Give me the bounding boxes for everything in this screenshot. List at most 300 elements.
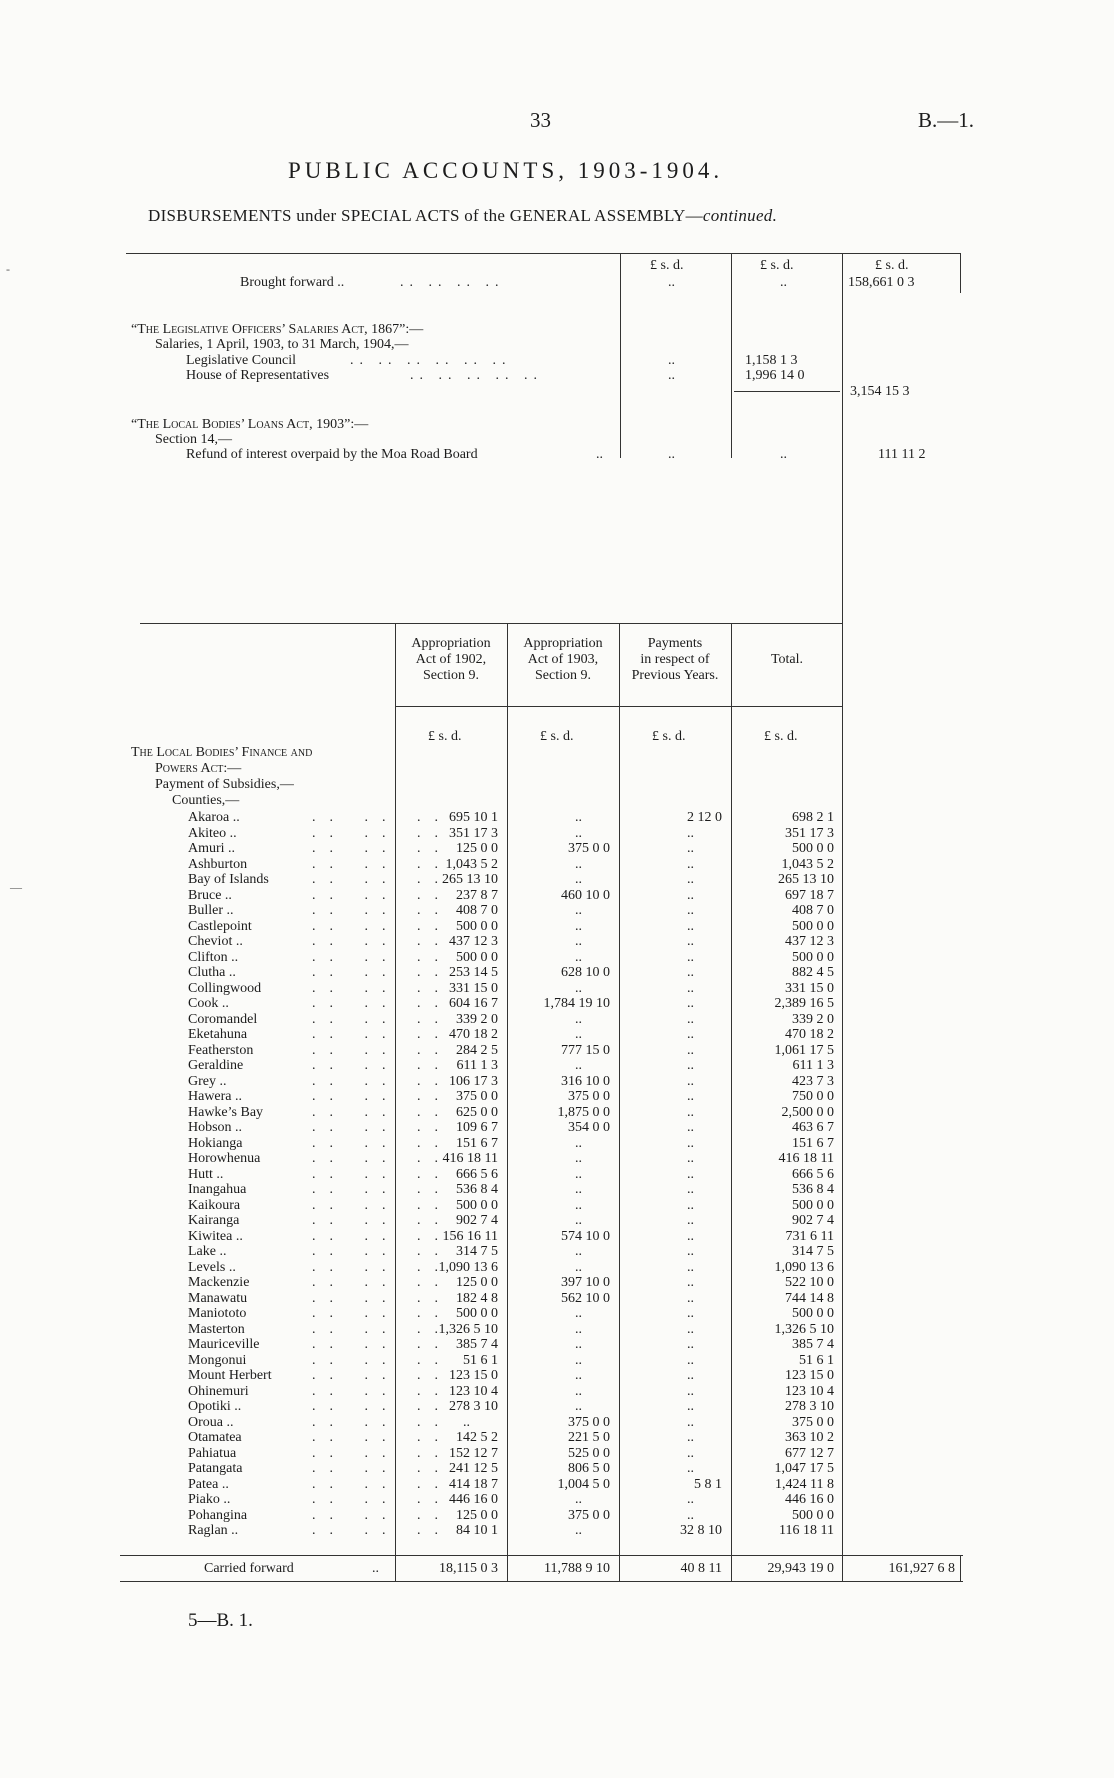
table-cell-c3: ..	[687, 1213, 694, 1228]
col-header-1903-line3: Section 9.	[535, 668, 591, 683]
page-title: PUBLIC ACCOUNTS, 1903-1904.	[288, 158, 724, 183]
table-cell-c2: 777 15 0	[561, 1042, 610, 1058]
table-cell-c3: ..	[687, 1321, 694, 1337]
table-cell-total: 51 6 1	[799, 1352, 834, 1368]
table-cell-c2: 806 5 0	[568, 1461, 610, 1476]
table-cell-total: 351 17 3	[785, 825, 834, 841]
col-header-1903	[508, 636, 618, 684]
counties-label: Counties,—	[172, 793, 240, 808]
table-cell-c1: 500 0 0	[456, 918, 498, 934]
subtitle-text: DISBURSEMENTS under SPECIAL ACTS of the GENERAL ASSEMBLY—	[148, 206, 703, 225]
row-leaders: .. .. ..	[312, 1058, 452, 1073]
table-cell-total: 151 6 7	[792, 1135, 834, 1151]
col-header-previous	[620, 636, 730, 684]
row-leaders: .. .. ..	[312, 1290, 452, 1306]
col-header-1903-line1: Appropriation	[523, 636, 603, 651]
table-cell-c1: 125 0 0	[456, 1275, 498, 1290]
table-cell-c1: 625 0 0	[456, 1104, 498, 1120]
table-cell-total: 2,389 16 5	[774, 996, 834, 1011]
county-names	[188, 810, 272, 1539]
table-cell-c2: 375 0 0	[568, 1507, 610, 1523]
col-header-1902	[396, 636, 506, 684]
row-leaders: .. .. ..	[312, 856, 452, 872]
county-name: Grey ..	[188, 1073, 227, 1089]
legislative-council-label: Legislative Council	[186, 353, 297, 368]
table-cell-c2: ..	[575, 872, 582, 887]
table-cell-c3: ..	[687, 1290, 694, 1306]
table-cell-total: 265 13 10	[778, 872, 834, 887]
subtitle-continued: continued.	[702, 206, 778, 225]
salaries-description: Salaries, 1 April, 1903, to 31 March, 1904,—	[155, 337, 409, 352]
refund-leaders: ..	[596, 447, 603, 462]
table-cell-c2: ..	[575, 1492, 582, 1507]
table-cell-c3: ..	[687, 1104, 694, 1120]
table-cell-c1: 385 7 4	[456, 1337, 498, 1352]
table-cell-c2: 375 0 0	[568, 841, 610, 856]
table-cell-total: 698 2 1	[792, 810, 834, 825]
row-leaders: .. .. ..	[312, 965, 452, 980]
section-label: Section 14,—	[155, 432, 232, 447]
table-cell-c1: 142 5 2	[456, 1430, 498, 1445]
table-cell-c2: ..	[575, 825, 582, 841]
table-cell-c2: ..	[575, 1011, 582, 1027]
column-1903-values	[508, 810, 610, 1539]
county-name: Clifton ..	[188, 949, 239, 965]
row-leaders: .. .. ..	[312, 918, 452, 934]
margin-mark-2: —	[10, 880, 22, 894]
table-cell-c2: 1,004 5 0	[557, 1476, 610, 1492]
refund-label: Refund of interest overpaid by the Moa Road Board	[186, 447, 478, 462]
table-cell-c1: 446 16 0	[449, 1492, 498, 1507]
row-leaders: .. .. ..	[312, 1383, 452, 1399]
table-cell-c2: ..	[575, 1135, 582, 1151]
row-leaders: .. .. ..	[312, 1337, 452, 1352]
col-header-previous-line1: Payments	[647, 636, 703, 651]
table-cell-c1: 666 5 6	[456, 1166, 498, 1182]
table-cell-c1: 237 8 7	[456, 887, 498, 903]
table-cell-c1: 416 18 11	[442, 1151, 498, 1166]
col-header-total-line1: Total.	[770, 652, 804, 667]
table-cell-c3: ..	[687, 918, 694, 934]
table-cell-c1: 408 7 0	[456, 903, 498, 918]
county-name: Opotiki ..	[188, 1399, 242, 1414]
table-cell-total: 882 4 5	[792, 965, 834, 980]
col-header-1902-line3: Section 9.	[423, 668, 479, 683]
table-cell-total: 446 16 0	[785, 1492, 834, 1507]
row-leaders: .. .. ..	[312, 903, 452, 918]
main-currency-header-4: £ s. d.	[764, 729, 798, 744]
county-name: Akaroa ..	[188, 810, 240, 825]
table-cell-c2: 574 10 0	[561, 1228, 610, 1244]
table-cell-total: 116 18 11	[779, 1523, 834, 1538]
table-cell-c3: ..	[687, 996, 694, 1011]
table-cell-c1: 241 12 5	[449, 1461, 498, 1476]
county-name: Otamatea	[188, 1430, 242, 1445]
legislative-council-amount: 1,158 1 3	[745, 353, 798, 368]
table-cell-c3: ..	[687, 825, 694, 841]
refund-dots-c2: ..	[780, 447, 787, 462]
table-cell-c1: 902 7 4	[456, 1213, 498, 1228]
county-name: Featherston	[188, 1042, 254, 1058]
table-cell-c1: 182 4 8	[456, 1290, 498, 1306]
salaries-act-title: “The Legislative Officers’ Salaries Act, 1867”:—	[131, 322, 424, 337]
table-cell-c3: ..	[687, 965, 694, 980]
page-number: 33	[530, 108, 551, 132]
table-cell-c1: 500 0 0	[456, 1306, 498, 1321]
table-cell-c2: ..	[575, 918, 582, 934]
table-cell-c2: ..	[575, 980, 582, 996]
county-name: Geraldine	[188, 1058, 244, 1073]
table-cell-total: 278 3 10	[785, 1399, 834, 1414]
county-name: Hawera ..	[188, 1089, 243, 1104]
table-cell-c1: 500 0 0	[456, 1197, 498, 1213]
table-cell-c3: ..	[687, 903, 694, 918]
table-cell-total: 750 0 0	[792, 1089, 834, 1104]
table-cell-c3: 5 8 1	[694, 1476, 722, 1492]
county-name: Levels ..	[188, 1259, 236, 1275]
table-cell-c1: 123 10 4	[449, 1383, 498, 1399]
table-cell-c2: 375 0 0	[568, 1414, 610, 1430]
table-cell-c3: ..	[687, 1259, 694, 1275]
table-cell-c2: 221 5 0	[568, 1430, 610, 1445]
table-cell-c2: ..	[575, 1352, 582, 1368]
row-leaders: .. .. ..	[312, 1399, 452, 1414]
table-cell-c2: 397 10 0	[561, 1275, 610, 1290]
row-leaders: .. .. ..	[312, 996, 452, 1011]
table-cell-c1: 284 2 5	[456, 1042, 498, 1058]
carried-forward-c1: 18,115 0 3	[439, 1561, 498, 1576]
row-leaders: .. .. ..	[312, 1321, 452, 1337]
row-leaders: .. .. ..	[312, 1011, 452, 1027]
county-name: Masterton	[188, 1321, 245, 1337]
table-cell-c1: 125 0 0	[456, 1507, 498, 1523]
lc-leaders: .. .. .. .. .. ..	[350, 353, 512, 368]
carried-forward-leaders: ..	[372, 1561, 379, 1576]
row-leaders: .. .. ..	[312, 1135, 452, 1151]
table-cell-c1: 156 16 11	[442, 1228, 498, 1244]
table-cell-c2: ..	[575, 1523, 582, 1538]
county-name: Maniototo	[188, 1306, 247, 1321]
row-leaders: .. .. ..	[312, 1027, 452, 1042]
house-leaders: .. .. .. .. ..	[410, 368, 543, 383]
row-leaders: .. .. ..	[312, 1120, 452, 1135]
table-cell-total: 1,061 17 5	[774, 1042, 834, 1058]
loans-act-title: “The Local Bodies’ Loans Act, 1903”:—	[131, 417, 369, 432]
table-cell-total: 500 0 0	[792, 841, 834, 856]
table-cell-total: 331 15 0	[785, 980, 834, 996]
table-cell-c1: 51 6 1	[463, 1352, 498, 1368]
table-cell-total: 314 7 5	[792, 1244, 834, 1259]
main-top-rule	[140, 623, 843, 624]
county-name: Bay of Islands	[188, 872, 269, 887]
table-cell-c3: ..	[687, 1244, 694, 1259]
table-cell-c2: ..	[575, 1027, 582, 1042]
table-cell-c3: ..	[687, 1042, 694, 1058]
table-cell-c2: 1,875 0 0	[557, 1104, 610, 1120]
carried-forward-label: Carried forward	[204, 1561, 294, 1576]
table-cell-c1: 1,043 5 2	[445, 856, 498, 872]
bf-dots-c2: ..	[780, 275, 787, 290]
table-cell-c3: ..	[687, 1461, 694, 1476]
table-cell-c1: 152 12 7	[449, 1445, 498, 1461]
table-cell-total: 1,326 5 10	[774, 1321, 834, 1337]
county-name: Pohangina	[188, 1507, 248, 1523]
table-cell-c1: 695 10 1	[449, 810, 498, 825]
table-cell-c2: 460 10 0	[561, 887, 610, 903]
county-name: Mongonui	[188, 1352, 247, 1368]
payment-of-subsidies-label: Payment of Subsidies,—	[155, 777, 294, 792]
table-cell-c3: ..	[687, 1011, 694, 1027]
table-cell-c1: 536 8 4	[456, 1182, 498, 1197]
county-name: Ashburton	[188, 856, 248, 872]
refund-dots-c1: ..	[668, 447, 675, 462]
bf-dots-c1: ..	[668, 275, 675, 290]
carried-forward-grand-total: 161,927 6 8	[888, 1561, 955, 1576]
table-cell-c1: 278 3 10	[449, 1399, 498, 1414]
table-cell-c3: ..	[687, 1430, 694, 1445]
table-cell-total: 463 6 7	[792, 1120, 834, 1135]
row-leaders: .. .. ..	[312, 1073, 452, 1089]
row-leaders: .. .. ..	[312, 1089, 452, 1104]
table-cell-c3: ..	[687, 841, 694, 856]
county-name: Raglan ..	[188, 1523, 239, 1538]
row-leaders: .. .. ..	[312, 1445, 452, 1461]
table-cell-c3: ..	[687, 872, 694, 887]
col-header-1903-line2: Act of 1903,	[527, 652, 599, 667]
carried-forward-c2: 11,788 9 10	[544, 1561, 610, 1576]
table-cell-c3: ..	[687, 1182, 694, 1197]
table-cell-c3: 2 12 0	[687, 810, 722, 825]
county-name: Hobson ..	[188, 1120, 243, 1135]
house-amount: 1,996 14 0	[745, 368, 805, 383]
row-leaders: .. .. ..	[312, 1213, 452, 1228]
county-name: Kairanga	[188, 1213, 240, 1228]
table-cell-total: 697 18 7	[785, 887, 834, 903]
table-cell-c2: ..	[575, 949, 582, 965]
table-cell-c1: 265 13 10	[442, 872, 498, 887]
table-cell-c1: 351 17 3	[449, 825, 498, 841]
table-cell-c1: 314 7 5	[456, 1244, 498, 1259]
table-cell-total: 500 0 0	[792, 1507, 834, 1523]
county-name: Cook ..	[188, 996, 229, 1011]
table-cell-c3: ..	[687, 1399, 694, 1414]
row-leaders: .. .. ..	[312, 825, 452, 841]
footer-signature: 5—B. 1.	[188, 1610, 253, 1631]
county-name: Inangahua	[188, 1182, 247, 1197]
table-cell-c3: ..	[687, 887, 694, 903]
table-cell-c2: ..	[575, 1213, 582, 1228]
county-name: Cheviot ..	[188, 934, 243, 949]
table-cell-total: 363 10 2	[785, 1430, 834, 1445]
table-cell-total: 1,043 5 2	[781, 856, 834, 872]
table-cell-total: 123 15 0	[785, 1368, 834, 1383]
brought-forward-total: 158,661 0 3	[848, 275, 915, 290]
table-cell-c3: ..	[687, 1445, 694, 1461]
table-cell-c2: 562 10 0	[561, 1290, 610, 1306]
margin-mark-1: ‐	[6, 262, 10, 276]
table-cell-total: 385 7 4	[792, 1337, 834, 1352]
table-cell-c3: ..	[687, 1073, 694, 1089]
row-leaders: .. .. ..	[312, 810, 452, 825]
row-leaders: .. .. ..	[312, 1104, 452, 1120]
row-leaders: .. .. ..	[312, 1507, 452, 1523]
county-name: Ohinemuri	[188, 1383, 249, 1399]
table-cell-total: 611 1 3	[792, 1058, 834, 1073]
table-cell-c2: ..	[575, 1321, 582, 1337]
table-cell-c2: ..	[575, 1368, 582, 1383]
county-name: Mauriceville	[188, 1337, 260, 1352]
col-header-total	[732, 652, 842, 668]
row-leaders: .. .. ..	[312, 1197, 452, 1213]
finance-act-title-line2: Powers Act:—	[155, 761, 242, 776]
table-cell-c3: ..	[687, 980, 694, 996]
finance-act-title-line1: The Local Bodies’ Finance and	[131, 745, 313, 760]
table-cell-c3: ..	[687, 1368, 694, 1383]
table-cell-total: 1,424 11 8	[775, 1476, 834, 1492]
county-name: Eketahuna	[188, 1027, 248, 1042]
row-leaders: .. .. ..	[312, 1430, 452, 1445]
table-cell-c3: ..	[687, 1383, 694, 1399]
county-name: Pahiatua	[188, 1445, 237, 1461]
row-leaders: .. .. ..	[312, 1275, 452, 1290]
refund-total: 111 11 2	[878, 447, 926, 462]
document-code: B.—1.	[918, 108, 975, 132]
table-cell-c3: 32 8 10	[680, 1523, 722, 1538]
table-cell-c2: ..	[575, 1383, 582, 1399]
table-cell-c3: ..	[687, 1228, 694, 1244]
table-cell-c2: ..	[575, 856, 582, 872]
table-cell-c3: ..	[687, 1027, 694, 1042]
table-cell-c2: 525 0 0	[568, 1445, 610, 1461]
table-cell-total: 666 5 6	[792, 1166, 834, 1182]
brought-forward-leaders: .. .. .. ..	[400, 275, 505, 290]
row-leaders: .. .. ..	[312, 1042, 452, 1058]
column-total-values	[732, 810, 834, 1539]
house-label: House of Representatives	[186, 368, 330, 383]
table-cell-c2: ..	[575, 1244, 582, 1259]
table-cell-c1: 375 0 0	[456, 1089, 498, 1104]
main-currency-header-1: £ s. d.	[428, 729, 462, 744]
table-cell-c2: 354 0 0	[568, 1120, 610, 1135]
table-cell-c3: ..	[687, 1492, 694, 1507]
row-leaders: .. .. ..	[312, 841, 452, 856]
table-cell-c1: 123 15 0	[449, 1368, 498, 1383]
county-name: Patea ..	[188, 1476, 229, 1492]
main-col-line-6	[960, 1555, 961, 1581]
county-name: Hutt ..	[188, 1166, 224, 1182]
col-header-previous-line3: Previous Years.	[631, 668, 719, 683]
col-header-1902-line1: Appropriation	[411, 636, 491, 651]
table-cell-total: 416 18 11	[778, 1151, 834, 1166]
table-cell-c2: ..	[575, 1259, 582, 1275]
table-cell-c1: 151 6 7	[456, 1135, 498, 1151]
table-cell-c2: ..	[575, 1182, 582, 1197]
county-name: Castlepoint	[188, 918, 252, 934]
row-leaders: .. .. ..	[312, 1523, 452, 1538]
table-cell-c3: ..	[687, 1507, 694, 1523]
carried-forward-c3: 40 8 11	[680, 1561, 722, 1576]
table-cell-c3: ..	[687, 1089, 694, 1104]
top-col-line-4	[960, 253, 961, 293]
table-cell-c2: ..	[575, 1306, 582, 1321]
table-cell-c1: 84 10 1	[456, 1523, 498, 1538]
row-leaders: .. .. ..	[312, 1414, 452, 1430]
table-cell-total: 123 10 4	[785, 1383, 834, 1399]
table-cell-c1: 125 0 0	[456, 841, 498, 856]
main-currency-header-2: £ s. d.	[540, 729, 574, 744]
carried-forward-bottom-rule	[120, 1581, 963, 1582]
table-cell-c2: ..	[575, 1166, 582, 1182]
top-col-line-3	[842, 253, 843, 623]
table-cell-c1: 1,326 5 10	[438, 1321, 498, 1337]
table-cell-c2: ..	[575, 1337, 582, 1352]
main-col-line-5	[842, 623, 843, 1581]
row-leaders: .. .. ..	[312, 934, 452, 949]
table-cell-c1: 109 6 7	[456, 1120, 498, 1135]
row-leaders: .. .. ..	[312, 1151, 452, 1166]
table-cell-c1: 331 15 0	[449, 980, 498, 996]
table-cell-total: 423 7 3	[792, 1073, 834, 1089]
table-cell-c3: ..	[687, 1414, 694, 1430]
table-cell-c2: 316 10 0	[561, 1073, 610, 1089]
carried-forward-top-rule	[120, 1555, 963, 1556]
table-cell-total: 375 0 0	[792, 1414, 834, 1430]
table-cell-c1: 106 17 3	[449, 1073, 498, 1089]
table-cell-total: 500 0 0	[792, 1197, 834, 1213]
table-cell-c1: 500 0 0	[456, 949, 498, 965]
row-leaders: .. .. ..	[312, 1306, 452, 1321]
table-cell-total: 500 0 0	[792, 918, 834, 934]
table-cell-total: 500 0 0	[792, 1306, 834, 1321]
table-cell-c3: ..	[687, 1306, 694, 1321]
table-cell-c2: ..	[575, 1399, 582, 1414]
table-cell-c3: ..	[687, 1352, 694, 1368]
county-name: Horowhenua	[188, 1151, 261, 1166]
table-cell-total: 470 18 2	[785, 1027, 834, 1042]
table-cell-c3: ..	[687, 1151, 694, 1166]
table-cell-total: 522 10 0	[785, 1275, 834, 1290]
table-cell-c1: 1,090 13 6	[438, 1259, 498, 1275]
row-leaders: .. .. ..	[312, 1182, 452, 1197]
table-cell-c3: ..	[687, 1058, 694, 1073]
salaries-subtotal-rule	[734, 391, 840, 392]
table-cell-c1: 604 16 7	[449, 996, 498, 1011]
row-leaders: .. .. ..	[312, 1244, 452, 1259]
col-header-previous-line2: in respect of	[640, 652, 710, 667]
table-cell-c1: ..	[463, 1414, 470, 1430]
table-cell-c1: 253 14 5	[449, 965, 498, 980]
table-cell-c2: ..	[575, 1058, 582, 1073]
table-cell-c2: 1,784 19 10	[543, 996, 610, 1011]
table-cell-c3: ..	[687, 1275, 694, 1290]
row-leaders: .. .. ..	[312, 1492, 452, 1507]
table-cell-c1: 339 2 0	[456, 1011, 498, 1027]
row-leaders: .. .. ..	[312, 949, 452, 965]
table-cell-total: 1,047 17 5	[774, 1461, 834, 1476]
table-cell-c2: 375 0 0	[568, 1089, 610, 1104]
table-cell-total: 408 7 0	[792, 903, 834, 918]
lc-dots-c1: ..	[668, 353, 675, 368]
row-leaders: .. .. ..	[312, 1259, 452, 1275]
table-cell-c1: 437 12 3	[449, 934, 498, 949]
table-cell-total: 677 12 7	[785, 1445, 834, 1461]
top-rule	[126, 253, 961, 254]
county-name: Manawatu	[188, 1290, 248, 1306]
table-cell-c1: 470 18 2	[449, 1027, 498, 1042]
county-name: Amuri ..	[188, 841, 236, 856]
row-leaders: .. .. ..	[312, 1228, 452, 1244]
county-name: Patangata	[188, 1461, 243, 1476]
